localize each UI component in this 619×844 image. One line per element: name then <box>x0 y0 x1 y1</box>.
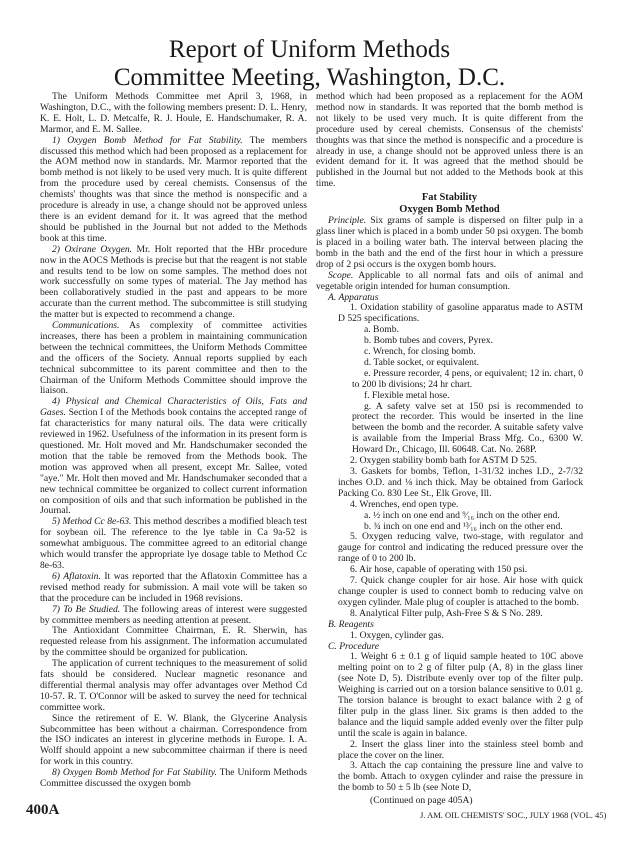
continued-note: (Continued on page 405A) <box>370 795 473 806</box>
section-heading: Fat Stability <box>421 192 478 204</box>
list-item: a. Bomb. <box>364 324 399 336</box>
paragraph: Since the retirement of E. W. Blank, the Glycerine Analysis Subcommittee has been without a chairman. Correspondence from the ISO indicates an interest in glycerine methods in Europe. I. A. Wolff should appoint a new subcommittee chairman if there is need for work in this country. <box>40 712 307 768</box>
paragraph-heading: 4) Physical and Chemical Characteristics of Oils, Fats and Gases. <box>40 396 307 419</box>
paragraph: The application of current techniques to the measurement of solid fats should be considered. Nuclear magnetic resonance and differential thermal analysis may offer advantages over Method Cd 10-57. R. T. O'Connor will be asked to survey the need for technical committee work. <box>40 658 307 713</box>
title-line-1: Report of Uniform Methods <box>168 36 451 63</box>
paragraph: 8) Oxygen Bomb Method for Fat Stability. The Uniform Methods Committee discussed the oxygen bomb <box>40 767 307 790</box>
paragraph: Communications. As complexity of committee activities increases, there has been a problem in maintaining communication between the technical committees, the Uniform Methods Committee and the officers of the Society. Annual reports supplied by each technical subcommittee to its parent committee and then to the Chairman of the Uniform Methods Committee should improve the liaison. <box>40 320 307 397</box>
list-item: 4. Wrenches, end open type. <box>350 498 459 510</box>
paragraph-heading: Communications. <box>52 320 120 332</box>
paragraph-heading: 2) Oxirane Oxygen. <box>52 243 133 255</box>
list-item: b. ¾ inch on one end and ¹³⁄₁₆ inch on the other end. <box>364 520 563 532</box>
paragraph: The Antioxidant Committee Chairman, E. R. Sherwin, has requested release from his assignment. The information accumulated by the committee should be organized for publication. <box>40 625 307 659</box>
list-item: d. Table socket, or equivalent. <box>364 356 480 368</box>
subsection-heading: C. Procedure <box>328 640 379 652</box>
paragraph-heading: 5) Method Cc 8e-63. <box>52 516 132 528</box>
list-item: 6. Air hose, capable of operating with 150 psi. <box>350 564 528 576</box>
paragraph-heading: Scope. <box>328 269 354 281</box>
paragraph-heading: 8) Oxygen Bomb Method for Fat Stability. <box>52 767 217 779</box>
paragraph-heading: 7) To Be Studied. <box>52 603 121 615</box>
list-item: 7. Quick change coupler for air hose. Air hose with quick change coupler is used to connect bomb to reducing valve on oxygen cylinder. Male plug of coupler is attached to the bomb. <box>338 575 583 608</box>
subsection-heading: A. Apparatus <box>328 291 379 303</box>
paragraph: 7) To Be Studied. The following areas of interest were suggested by committee members as needing attention at present. <box>40 603 307 626</box>
list-item: f. Flexible metal hose. <box>364 389 450 401</box>
page-number: 400A <box>26 802 60 818</box>
list-item: 2. Insert the glass liner into the stainless steel bomb and place the cover on the liner. <box>338 738 583 761</box>
paragraph: 2) Oxirane Oxygen. Mr. Holt reported that the HBr procedure now in the AOCS Methods is precise but that the reagent is not stable and results tend to be low on some samples. The method does not work successfully on some types of material. The Jay method has been collaboratively studied in the past and appears to be more accurate than the current method. The subcommittee is still studying the matter but is expected to recommend a change. <box>40 243 307 321</box>
right-column <box>316 92 583 794</box>
section-subheading: Oxygen Bomb Method <box>399 204 500 216</box>
list-item: a. ½ inch on one end and ⁹⁄₁₆ inch on the other end. <box>364 509 560 521</box>
list-item: 8. Analytical Filter pulp, Ash-Free S & S No. 289. <box>350 607 543 619</box>
list-item: g. A safety valve set at 150 psi is recommended to protect the recorder. This would be inserted in the line between the bomb and the recorder. A suitable safety valve is available from the Imperial Brass Mfg. Co., 6300 W. Howard Dr., Chicago, Ill. 60648. Cat. No. 268P. <box>352 400 583 456</box>
list-item: 3. Attach the cap containing the pressure line and valve to the bomb. Attach to oxygen cylinder and raise the pressure in the bomb to 50 ± 5 lb (see Note D, <box>338 760 583 794</box>
list-item: 1. Weight 6 ± 0.1 g of liquid sample heated to 10C above melting point on to 2 g of filter pulp (A, 8) in the glass liner (see Note D, 5). Distribute evenly over top of the filter pulp. Weighing is carried out on a torsion balance sensitive to 0.01 g. The torsion balance is brought to exact balance with 2 g of filter pulp in the glass liner. Six grams is then added to the balance and the liquid sample added evenly over the filter pulp until the scale is again in balance. <box>338 651 583 739</box>
list-item: c. Wrench, for closing bomb. <box>364 346 476 358</box>
paragraph-heading: Principle. <box>328 215 367 227</box>
list-item: 3. Gaskets for bombs, Teflon, 1-31/32 inches I.D., 2-7/32 inches O.D. and ⅛ inch thick. May be obtained from Garlock Packing Co. 830 Lee St., Elk Grove, Ill. <box>338 466 583 499</box>
subsection-heading: B. Reagents <box>328 618 374 630</box>
paragraph: The Uniform Methods Committee met April 3, 1968, in Washington, D.C., with the following members present: D. L. Henry, K. E. Holt, L. D. Metcalfe, R. J. Houle, E. Handschumaker, R. A. Marmor, and E. M. Sallee. <box>40 91 307 135</box>
list-item: 1. Oxidation stability of gasoline apparatus made to ASTM D 525 specifications. <box>338 302 583 325</box>
page-title <box>0 36 619 92</box>
paragraph-heading: 1) Oxygen Bomb Method for Fat Stability. <box>52 134 243 146</box>
list-item: e. Pressure recorder, 4 pens, or equivalent; 12 in. chart, 0 to 200 lb divisions; 24 hr chart. <box>352 367 583 390</box>
journal-footer: J. AM. OIL CHEMISTS' SOC., JULY 1968 (VOL. 45) <box>420 810 607 820</box>
list-item: 1. Oxygen, cylinder gas. <box>350 629 444 641</box>
paragraph: 1) Oxygen Bomb Method for Fat Stability. The members discussed this method which had been proposed as a replacement for the AOM method now in standards. Mr. Marmor reported that the bomb method is not likely to be used very much. It is quite different from the procedure used by cereal chemists. Consensus of the chemists' thoughts was that since the method is nonspecific and a procedure is already in use, a change should not be approved unless there is an evident demand for it. It was agreed that the method should be published in the Journal but not added to the Methods book at this time. <box>40 134 307 244</box>
paragraph: 4) Physical and Chemical Characteristics of Oils, Fats and Gases. Section I of the Methods book contains the accepted range of fat characteristics for many natural oils. The data were critically reviewed in 1962. Usefulness of the information in its present form is questioned. Mr. Holt moved and Mr. Handschumaker seconded the motion that the table be removed from the Methods book. The motion was approved when all present, except Mr. Sallee, voted "aye." Mr. Holt then moved and Mr. Handschumaker seconded that a new technical committee be organized to collect current information on composition of oils and that such information be published in the Journal. <box>40 396 307 517</box>
paragraph: method which had been proposed as a replacement for the AOM method now in standards. It was reported that the bomb method is not likely to be used very much. It is quite different from the procedure used by cereal chemists. Consensus of the chemists' thoughts was that since the method is nonspecific and a procedure is already in use, a change should not be approved unless there is an evident demand for it. It was agreed that the method should be published in the Journal but not added to the Methods book at this time. <box>316 91 583 190</box>
list-item: 5. Oxygen reducing valve, two-stage, with regulator and gauge for control and indicating the reduced pressure over the range of 0 to 200 lb. <box>338 531 583 565</box>
list-item: b. Bomb tubes and covers, Pyrex. <box>364 335 493 347</box>
left-column <box>40 92 307 790</box>
title-line-2: Committee Meeting, Washington, D.C. <box>113 64 506 91</box>
paragraph: Scope. Applicable to all normal fats and oils of animal and vegetable origin intended for human consumption. <box>316 269 583 292</box>
paragraph: Principle. Six grams of sample is dispersed on filter pulp in a glass liner which is placed in a bomb under 50 psi oxygen. The bomb is placed in a boiling water bath. The interval between placing the bomb in the bath and the end of the first hour in which a pressure drop of 2 psi occurs is the oxygen bomb hours. <box>316 215 583 270</box>
list-item: 2. Oxygen stability bomb bath for ASTM D 525. <box>350 455 538 467</box>
paragraph: 6) Aflatoxin. It was reported that the Aflatoxin Committee has a revised method ready for submission. A mail vote will be taken so that the procedure can be included in 1968 revisions. <box>40 570 307 604</box>
paragraph-heading: 6) Aflatoxin. <box>52 570 101 582</box>
paragraph: 5) Method Cc 8e-63. This method describes a modified bleach test for soybean oil. The reference to the lye table in Ca 9a-52 is somewhat ambiguous. The committee agreed to an editorial change which would transfer the appropriate lye dosage table to Method Cc 8e-63. <box>40 516 307 571</box>
